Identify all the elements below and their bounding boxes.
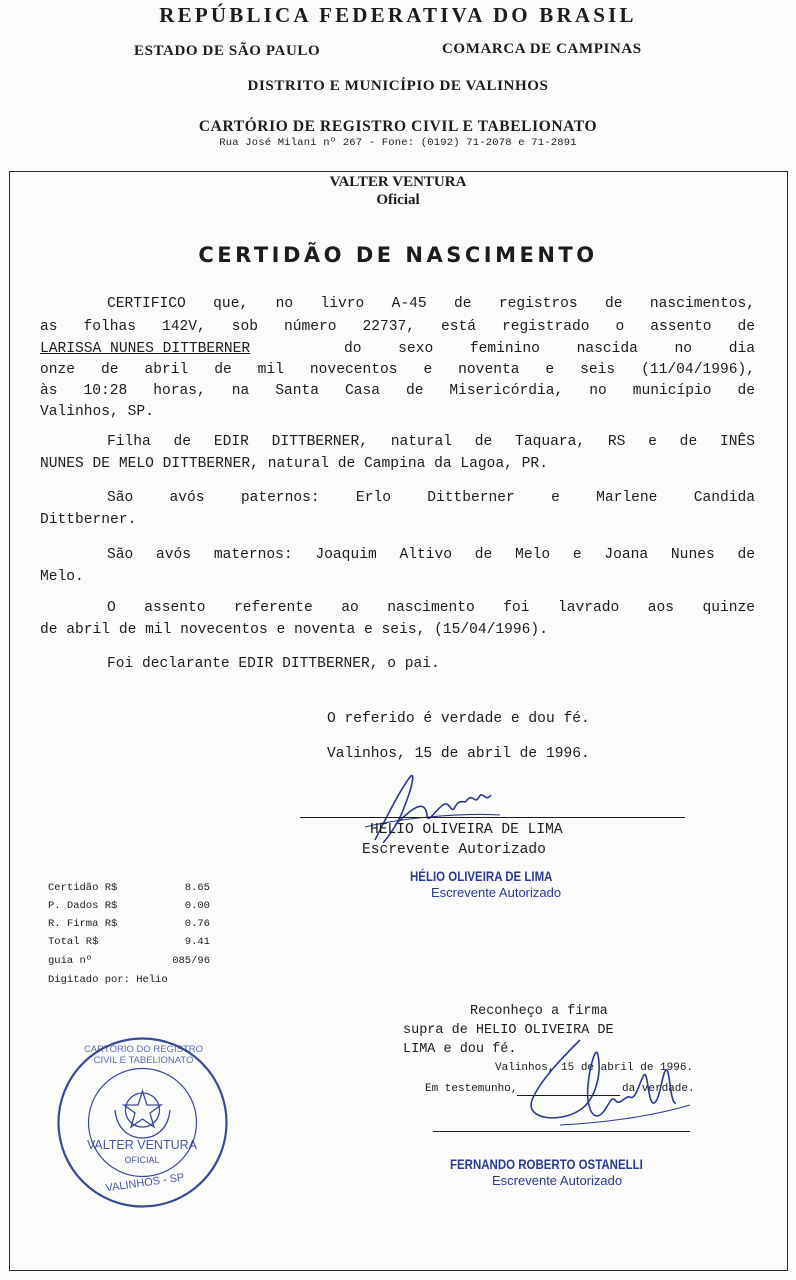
- recognition-line-2: supra de HELIO OLIVEIRA DE: [403, 1023, 614, 1038]
- signer-name: HELIO OLIVEIRA DE LIMA: [370, 822, 563, 838]
- witness-left: Em testemunho,: [425, 1083, 518, 1095]
- p1-line-6: Valinhos, SP.: [40, 404, 154, 420]
- district-label: DISTRITO E MUNICÍPIO DE VALINHOS: [247, 78, 549, 94]
- p3-line-1: São avós paternos: Erlo Dittberner e Marlene Candida: [107, 490, 755, 506]
- p4-line-2: Melo.: [40, 569, 84, 585]
- republic-heading: REPÚBLICA FEDERATIVA DO BRASIL: [159, 3, 637, 27]
- fee-value-3: 0.76: [184, 918, 210, 930]
- registrant-name: LARISSA NUNES DITTBERNER: [40, 341, 251, 357]
- p1-line-3: do sexo feminino nascida no dia: [344, 341, 755, 357]
- p1-line-5: às 10:28 horas, na Santa Casa de Misericórdia, no município de: [40, 383, 755, 399]
- fee-label-5: guia nº: [48, 955, 93, 967]
- seal-city: VALINHOS - SP: [104, 1171, 186, 1195]
- p3-line-2: Dittberner.: [40, 512, 137, 528]
- p2-line-1: Filha de EDIR DITTBERNER, natural de Taquara, RS e de INÊS: [107, 434, 755, 450]
- p5-line-1: O assento referente ao nascimento foi lavrado aos quinze: [107, 600, 755, 616]
- typed-by: Digitado por: Helio: [48, 974, 168, 986]
- p1-line-1: CERTIFICO que, no livro A-45 de registros de nascimentos,: [107, 296, 755, 312]
- declarant-line: Foi declarante EDIR DITTBERNER, o pai.: [107, 656, 440, 672]
- place-date-line: Valinhos, 15 de abril de 1996.: [327, 746, 590, 762]
- fee-value-1: 8.65: [184, 882, 210, 894]
- office-label: CARTÓRIO DE REGISTRO CIVIL E TABELIONATO: [198, 118, 598, 135]
- signer-role: Escrevente Autorizado: [362, 842, 546, 858]
- state-label: ESTADO DE SÃO PAULO: [134, 43, 321, 59]
- signature-fernando: [520, 1025, 695, 1135]
- fee-label-3: R. Firma R$: [48, 918, 118, 930]
- signature-line-1: [300, 817, 685, 818]
- p1-line-4: onze de abril de mil novecentos e noventa e seis (11/04/1996),: [40, 362, 755, 378]
- recognition-date: Valinhos, 15 de abril de 1996.: [495, 1062, 694, 1074]
- fee-label-2: P. Dados R$: [48, 900, 118, 912]
- signature-line-2: [433, 1131, 690, 1132]
- official-name: VALTER VENTURA: [329, 174, 467, 190]
- p5-line-2: de abril de mil novecentos e noventa e seis, (15/04/1996).: [40, 622, 548, 638]
- office-address: Rua José Milani nº 267 - Fone: (0192) 71-2078 e 71-2891: [219, 137, 577, 149]
- seal-center-role: OFICIAL: [124, 1155, 160, 1165]
- fee-value-2: 0.00: [184, 900, 210, 912]
- p4-line-1: São avós maternos: Joaquim Altivo de Melo e Joana Nunes de: [107, 547, 755, 563]
- recognition-line-3: LIMA e dou fé.: [403, 1042, 517, 1057]
- closing-line: O referido é verdade e dou fé.: [327, 711, 590, 727]
- fee-value-5: 085/96: [172, 955, 210, 967]
- recognition-line-1: Reconheço a firma: [470, 1004, 608, 1019]
- district-court-label: COMARCA DE CAMPINAS: [442, 41, 642, 57]
- fee-label-1: Certidão R$: [48, 882, 118, 894]
- official-title: Oficial: [376, 192, 420, 208]
- seal-ring-text: CARTÓRIO DO REGISTRO CIVIL E TABELIONATO: [83, 1044, 204, 1066]
- fee-value-4: 9.41: [184, 936, 210, 948]
- p1-line-2: as folhas 142V, sob número 22737, está registrado o assento de: [40, 319, 755, 335]
- stamp-fernando-name: FERNANDO ROBERTO OSTANELLI: [450, 1156, 643, 1172]
- witness-right: da verdade.: [622, 1083, 695, 1095]
- stamp-fernando-role: Escrevente Autorizado: [492, 1173, 623, 1188]
- stamp-signer-name: HÉLIO OLIVEIRA DE LIMA: [410, 868, 553, 884]
- fee-label-4: Total R$: [48, 936, 99, 948]
- coat-of-arms-icon: [115, 1091, 170, 1138]
- stamp-signer-role: Escrevente Autorizado: [431, 885, 562, 900]
- p2-line-2: NUNES DE MELO DITTBERNER, natural de Campina da Lagoa, PR.: [40, 456, 548, 472]
- seal-center-name: VALTER VENTURA: [87, 1138, 197, 1152]
- document-title: CERTIDÃO DE NASCIMENTO: [198, 243, 598, 267]
